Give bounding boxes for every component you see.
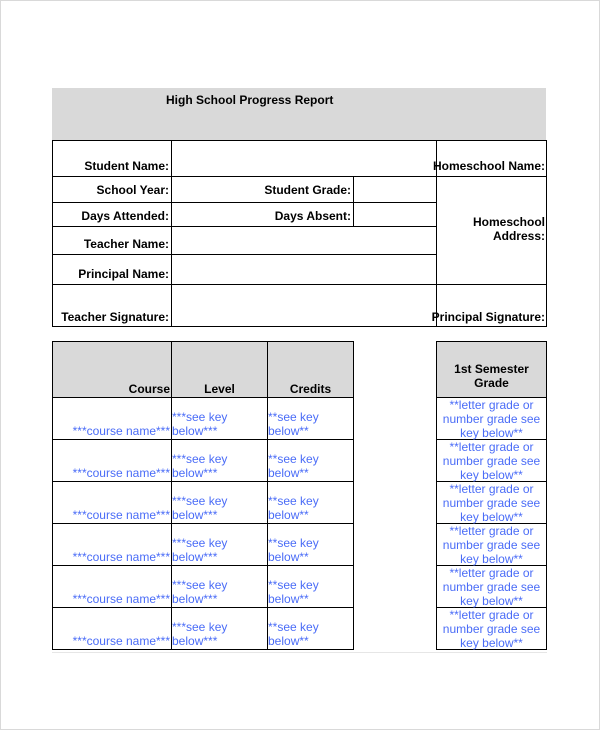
days-absent-field[interactable]: [354, 203, 435, 226]
grade-cell[interactable]: **letter grade or number grade see key below**: [442, 440, 541, 482]
teacher-signature-field[interactable]: [172, 285, 435, 326]
school-year-label: School Year:: [96, 183, 169, 197]
credits-cell[interactable]: **see key below**: [268, 578, 319, 606]
level-cell[interactable]: ***see key below***: [172, 578, 228, 606]
grade-cell[interactable]: **letter grade or number grade see key below**: [442, 482, 541, 524]
course-name-cell[interactable]: ***course name***: [72, 592, 170, 606]
credits-cell[interactable]: **see key below**: [268, 494, 319, 522]
teacher-name-field[interactable]: [172, 227, 435, 254]
credits-cell[interactable]: **see key below**: [268, 452, 319, 480]
homeschool-address-field[interactable]: [437, 177, 546, 284]
level-cell[interactable]: ***see key below***: [172, 620, 228, 648]
course-name-cell[interactable]: ***course name***: [72, 634, 170, 648]
level-cell[interactable]: ***see key below***: [172, 494, 228, 522]
course-name-cell[interactable]: ***course name***: [72, 424, 170, 438]
course-name-cell[interactable]: ***course name***: [72, 466, 170, 480]
student-grade-field[interactable]: [354, 177, 435, 202]
student-name-label: Student Name:: [84, 159, 169, 173]
grade-cell[interactable]: **letter grade or number grade see key below**: [442, 398, 541, 440]
level-cell[interactable]: ***see key below***: [172, 452, 228, 480]
course-header: Course: [128, 382, 170, 396]
course-name-cell[interactable]: ***course name***: [72, 508, 170, 522]
principal-signature-field[interactable]: [437, 285, 546, 326]
credits-cell[interactable]: **see key below**: [268, 410, 319, 438]
student-name-field[interactable]: [172, 141, 435, 176]
principal-name-label: Principal Name:: [78, 267, 169, 281]
page-title: High School Progress Report: [166, 93, 334, 107]
principal-name-field[interactable]: [172, 255, 435, 284]
days-attended-label: Days Attended:: [81, 209, 169, 223]
credits-header: Credits: [289, 382, 332, 396]
days-absent-label: Days Absent:: [274, 209, 351, 223]
principal-signature-label: Principal Signature:: [431, 310, 545, 324]
level-header: Level: [204, 382, 235, 396]
level-cell[interactable]: ***see key below***: [172, 536, 228, 564]
grade-cell[interactable]: **letter grade or number grade see key below**: [442, 524, 541, 566]
credits-cell[interactable]: **see key below**: [268, 536, 319, 564]
homeschool-address-label: Homeschool Address:: [472, 215, 545, 243]
level-cell[interactable]: ***see key below***: [172, 410, 228, 438]
grade-cell[interactable]: **letter grade or number grade see key below**: [442, 566, 541, 608]
teacher-signature-label: Teacher Signature:: [61, 310, 169, 324]
semester-grade-header: 1st Semester Grade: [454, 362, 529, 390]
grade-cell[interactable]: **letter grade or number grade see key below**: [442, 608, 541, 650]
credits-cell[interactable]: **see key below**: [268, 620, 319, 648]
homeschool-name-label: Homeschool Name:: [432, 159, 545, 173]
teacher-name-label: Teacher Name:: [83, 237, 169, 251]
bottom-divider: [52, 652, 547, 653]
student-grade-label: Student Grade:: [264, 183, 351, 197]
course-name-cell[interactable]: ***course name***: [72, 550, 170, 564]
